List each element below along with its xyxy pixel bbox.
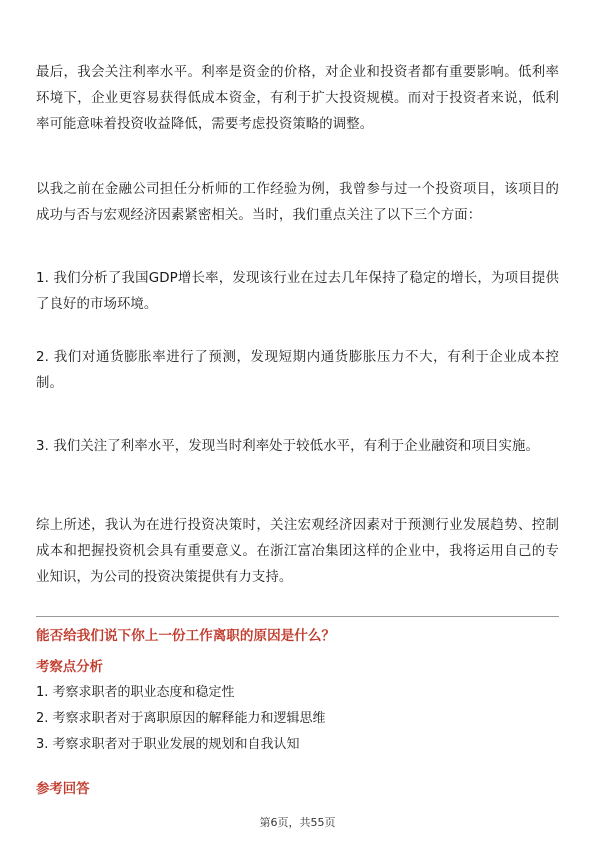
paragraph-point-3: 3. 我们关注了利率水平，发现当时利率处于较低水平，有利于企业融资和项目实施。 (36, 439, 539, 454)
list-item: 1. 考察求职者的职业态度和稳定性 (36, 685, 235, 700)
interview-question: 能否给我们说下你上一份工作离职的原因是什么？ (36, 628, 336, 644)
paragraph-point-2: 2. 我们对通货膨胀率进行了预测，发现短期内通货膨胀压力不大，有利于企业成本控制。 (36, 350, 559, 391)
list-item: 3. 考察求职者对于职业发展的规划和自我认知 (36, 737, 300, 752)
paragraph-experience: 以我之前在金融公司担任分析师的工作经验为例，我曾参与过一个投资项目，该项目的成功与否与宏观经济因素紧密相关。当时，我们重点关注了以下三个方面： (36, 182, 559, 223)
analysis-list (36, 680, 326, 758)
paragraph-summary: 综上所述，我认为在进行投资决策时，关注宏观经济因素对于预测行业发展趋势、控制成本和把握投资机会具有重要意义。在浙江富冶集团这样的企业中，我将运用自己的专业知识，为公司的投资决策提供有力支持。 (36, 518, 559, 585)
section-divider (36, 616, 559, 617)
paragraph-interest-rate: 最后，我会关注利率水平。利率是资金的价格，对企业和投资者都有重要影响。低利率环境下，企业更容易获得低成本资金，有利于扩大投资规模。而对于投资者来说，低利率可能意味着投资收益降低，需要考虑投资策略的调整。 (36, 65, 559, 132)
list-item: 2. 考察求职者对于离职原因的解释能力和逻辑思维 (36, 711, 326, 726)
analysis-heading: 考察点分析 (36, 660, 103, 675)
answer-heading: 参考回答 (36, 782, 90, 797)
paragraph-point-1: 1. 我们分析了我国GDP增长率，发现该行业在过去几年保持了稳定的增长，为项目提供了良好的市场环境。 (36, 271, 559, 312)
page-footer: 第6页，共55页 (259, 816, 336, 829)
